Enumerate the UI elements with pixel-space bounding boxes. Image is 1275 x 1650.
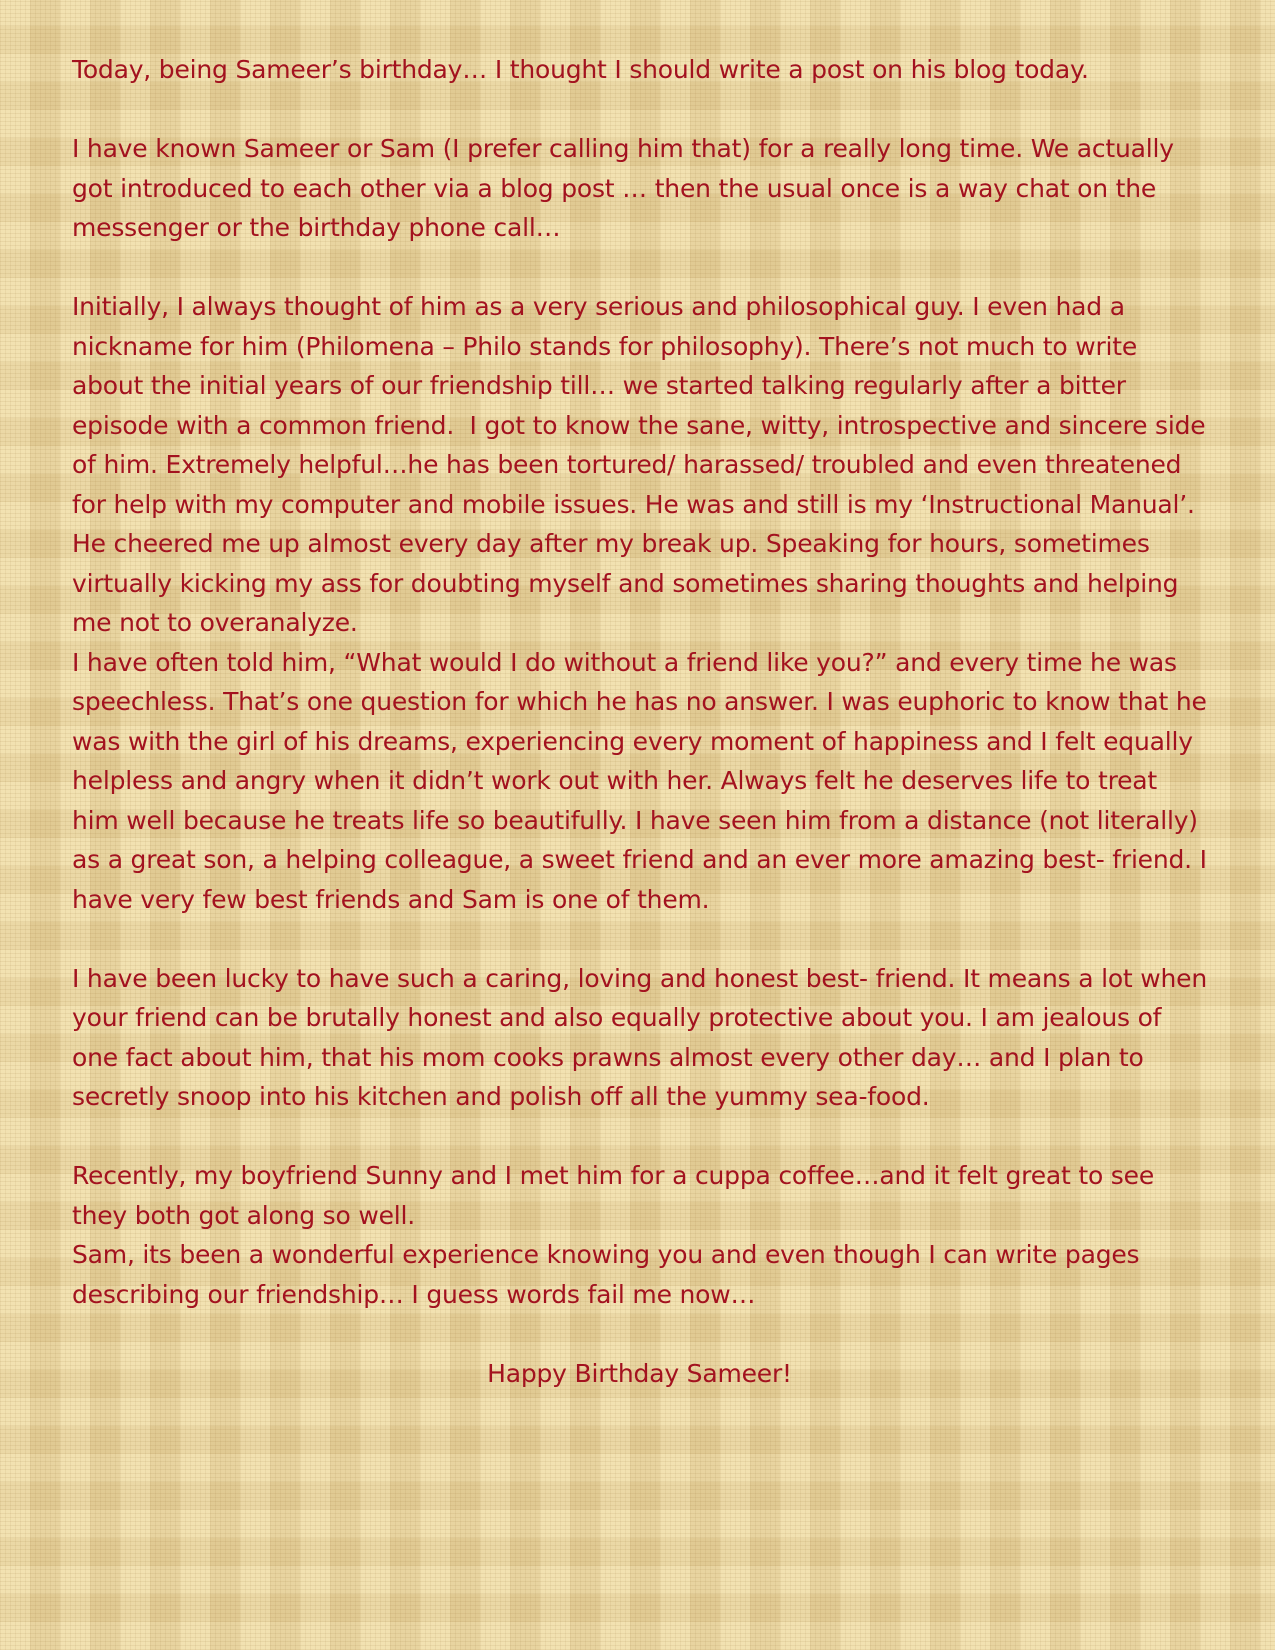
paragraph-gap — [72, 90, 1207, 130]
paragraph-intro: Today, being Sameer’s birthday… I thought I should write a post on his blog today. — [72, 55, 1089, 84]
signoff: Happy Birthday Sameer! — [487, 1358, 792, 1388]
paragraph-lucky: I have been lucky to have such a caring, loving and honest best- friend. It means a lot when your friend can be brutally honest and also equally protective about you. I am jealous of one fact about him, that his mom cooks prawns almost every other day… and I plan to secretly snoop into his kitchen and polish off all the yummy sea-food. — [72, 963, 1215, 1111]
paragraph-gap — [72, 1314, 1207, 1354]
paragraph-recently: Recently, my boyfriend Sunny and I met him for a cuppa coffee…and it felt great to see they both got along so well. — [72, 1161, 1162, 1230]
paragraph-often-told: I have often told him, “What would I do without a friend like you?” and every time he was speechless. That’s one question for which he has no answer. I was euphoric to know that he was with the girl of his dreams, experiencing every moment of happiness and I felt equally helpless and angry when it didn’t work out with her. Always felt he deserves life to treat him well because he treats life so beautifully. I have seen him from a distance (not literally) as a great son, a helping colleague, a sweet friend and an ever more amazing best- friend. I have very few best friends and Sam is one of them. — [72, 647, 1215, 914]
paragraph-how-we-met: I have known Sameer or Sam (I prefer calling him that) for a really long time. We actually got introduced to each other via a blog post … then the usual once is a way chat on the messenger or the birthday phone call… — [72, 134, 1182, 242]
paragraph-closing: Sam, its been a wonderful experience knowing you and even though I can write pages describing our friendship… I guess words fail me now… — [72, 1240, 1148, 1309]
paragraph-gap — [72, 248, 1207, 288]
letter-body — [72, 50, 1215, 1610]
paragraph-gap — [72, 919, 1207, 959]
paragraph-initially: Initially, I always thought of him as a very serious and philosophical guy. I even had a nickname for him (Philomena – Philo stands for philosophy). There’s not much to write about the initial years of our friendship till… we started talking regularly after a bitter episode with a common friend. I got to know the sane, witty, introspective and sincere side of him. Extremely helpful…he has been tortured/ harassed/ troubled and even threatened for help with my computer and mobile issues. He was and still is my ‘Instructional Manual’. He cheered me up almost every day after my break up. Speaking for hours, sometimes virtually kicking my ass for doubting myself and sometimes sharing thoughts and helping me not to overanalyze. — [72, 292, 1214, 637]
paragraph-gap — [72, 1117, 1207, 1157]
